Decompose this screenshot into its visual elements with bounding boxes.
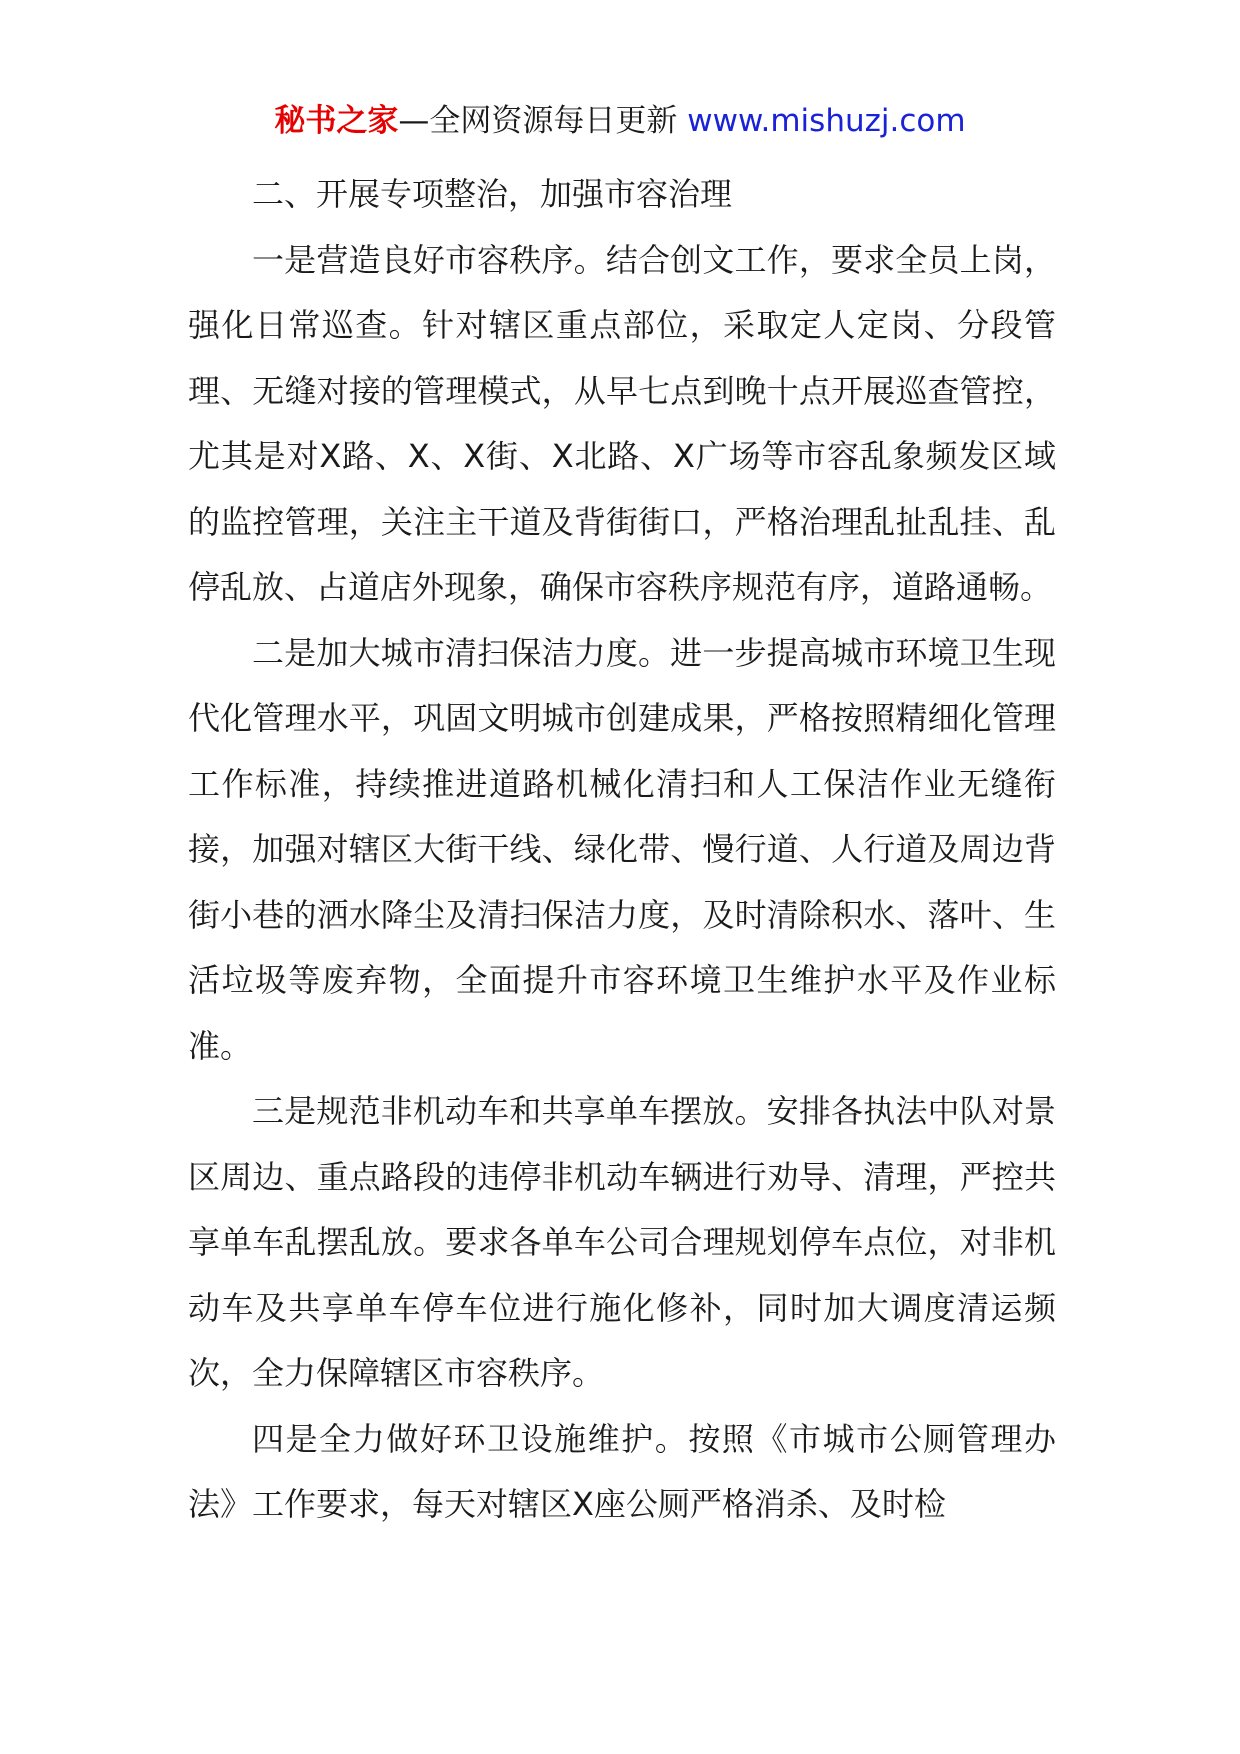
site-url-link[interactable]: www.mishuzj.com: [687, 103, 966, 139]
document-body: [188, 162, 1056, 1538]
site-tagline: —全网资源每日更新: [398, 103, 688, 139]
site-watermark-header: [0, 98, 1240, 144]
paragraph-street-cleaning: 二是加大城市清扫保洁力度。进一步提高城市环境卫生现代化管理水平，巩固文明城市创建成果，严格按照精细化管理工作标准，持续推进道路机械化清扫和人工保洁作业无缝衔接，加强对辖区大街干线、绿化带、慢行道、人行道及周边背街小巷的洒水降尘及清扫保洁力度，及时清除积水、落叶、生活垃圾等废弃物，全面提升市容环境卫生维护水平及作业标准。: [188, 633, 1056, 1065]
paragraph-market-order: 一是营造良好市容秩序。结合创文工作，要求全员上岗，强化日常巡查。针对辖区重点部位，采取定人定岗、分段管理、无缝对接的管理模式，从早七点到晚十点开展巡查管控，尤其是对X路、X、X街、X北路、X广场等市容乱象频发区域的监控管理，关注主干道及背街街口，严格治理乱扯乱挂、乱停乱放、占道店外现象，确保市容秩序规范有序，道路通畅。: [188, 240, 1056, 606]
paragraph-sanitation-facilities: 四是全力做好环卫设施维护。按照《市城市公厕管理办法》工作要求，每天对辖区X座公厕严格消杀、及时检: [188, 1419, 1056, 1523]
site-brand-name: 秘书之家: [274, 103, 399, 139]
paragraph-bicycle-parking: 三是规范非机动车和共享单车摆放。安排各执法中队对景区周边、重点路段的违停非机动车辆进行劝导、清理，严控共享单车乱摆乱放。要求各单车公司合理规划停车点位，对非机动车及共享单车停车位进行施化修补，同时加大调度清运频次，全力保障辖区市容秩序。: [188, 1092, 1056, 1392]
section-heading: 二、开展专项整治，加强市容治理: [252, 175, 733, 213]
